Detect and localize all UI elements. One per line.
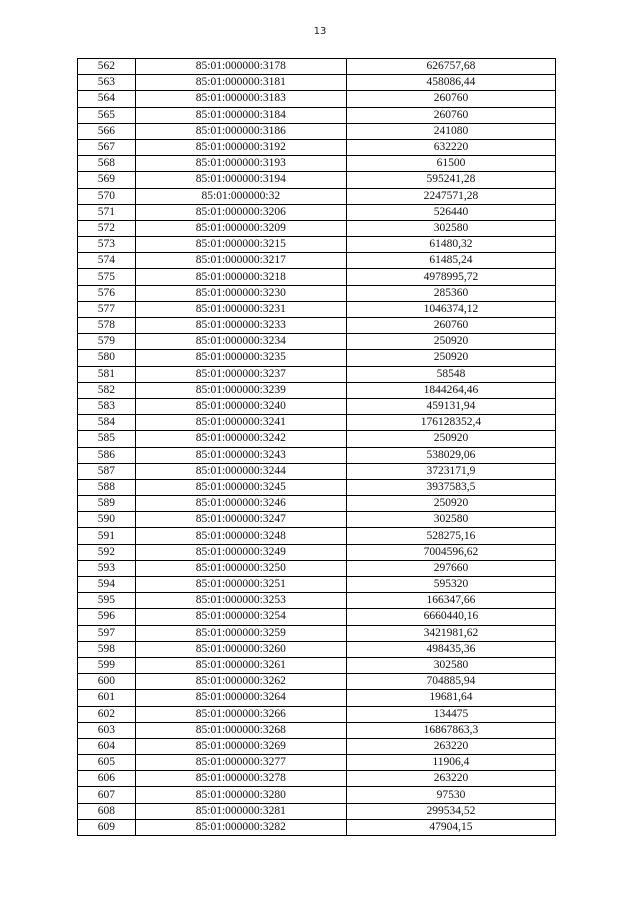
table-row bbox=[78, 285, 556, 301]
value-cell: 285360 bbox=[346, 285, 555, 301]
cadastral-number-cell: 85:01:000000:3237 bbox=[135, 366, 346, 382]
cadastral-number-cell: 85:01:000000:3206 bbox=[135, 204, 346, 220]
table-row bbox=[78, 398, 556, 414]
row-number-cell: 581 bbox=[78, 366, 136, 382]
table-row bbox=[78, 253, 556, 269]
value-cell: 263220 bbox=[346, 738, 555, 754]
table-row bbox=[78, 641, 556, 657]
row-number-cell: 598 bbox=[78, 641, 136, 657]
table-row bbox=[78, 674, 556, 690]
value-cell: 595320 bbox=[346, 577, 555, 593]
row-number-cell: 599 bbox=[78, 657, 136, 673]
table-row bbox=[78, 301, 556, 317]
table-row bbox=[78, 512, 556, 528]
value-cell: 47904,15 bbox=[346, 819, 555, 835]
row-number-cell: 564 bbox=[78, 91, 136, 107]
table-row bbox=[78, 706, 556, 722]
cadastral-number-cell: 85:01:000000:3192 bbox=[135, 139, 346, 155]
cadastral-number-cell: 85:01:000000:3264 bbox=[135, 690, 346, 706]
row-number-cell: 605 bbox=[78, 755, 136, 771]
value-cell: 528275,16 bbox=[346, 528, 555, 544]
cadastral-number-cell: 85:01:000000:3245 bbox=[135, 479, 346, 495]
table-row bbox=[78, 220, 556, 236]
table-body bbox=[78, 59, 556, 836]
table-row bbox=[78, 803, 556, 819]
cadastral-number-cell: 85:01:000000:3217 bbox=[135, 253, 346, 269]
cadastral-number-cell: 85:01:000000:3233 bbox=[135, 318, 346, 334]
row-number-cell: 573 bbox=[78, 237, 136, 253]
value-cell: 263220 bbox=[346, 771, 555, 787]
value-cell: 58548 bbox=[346, 366, 555, 382]
value-cell: 61500 bbox=[346, 156, 555, 172]
row-number-cell: 597 bbox=[78, 625, 136, 641]
row-number-cell: 591 bbox=[78, 528, 136, 544]
row-number-cell: 582 bbox=[78, 382, 136, 398]
row-number-cell: 587 bbox=[78, 463, 136, 479]
value-cell: 3937583,5 bbox=[346, 479, 555, 495]
row-number-cell: 608 bbox=[78, 803, 136, 819]
cadastral-number-cell: 85:01:000000:3250 bbox=[135, 560, 346, 576]
table-row bbox=[78, 431, 556, 447]
value-cell: 260760 bbox=[346, 91, 555, 107]
cadastral-number-cell: 85:01:000000:3259 bbox=[135, 625, 346, 641]
table-row bbox=[78, 59, 556, 75]
value-cell: 250920 bbox=[346, 334, 555, 350]
cadastral-number-cell: 85:01:000000:3262 bbox=[135, 674, 346, 690]
value-cell: 166347,66 bbox=[346, 593, 555, 609]
row-number-cell: 596 bbox=[78, 609, 136, 625]
row-number-cell: 574 bbox=[78, 253, 136, 269]
row-number-cell: 563 bbox=[78, 75, 136, 91]
value-cell: 250920 bbox=[346, 350, 555, 366]
row-number-cell: 568 bbox=[78, 156, 136, 172]
table-row bbox=[78, 609, 556, 625]
row-number-cell: 566 bbox=[78, 123, 136, 139]
table-row bbox=[78, 204, 556, 220]
value-cell: 16867863,3 bbox=[346, 722, 555, 738]
row-number-cell: 577 bbox=[78, 301, 136, 317]
cadastral-number-cell: 85:01:000000:3261 bbox=[135, 657, 346, 673]
value-cell: 19681,64 bbox=[346, 690, 555, 706]
cadastral-number-cell: 85:01:000000:3230 bbox=[135, 285, 346, 301]
cadastral-number-cell: 85:01:000000:3266 bbox=[135, 706, 346, 722]
row-number-cell: 580 bbox=[78, 350, 136, 366]
table-row bbox=[78, 787, 556, 803]
table-row bbox=[78, 593, 556, 609]
cadastral-number-cell: 85:01:000000:3193 bbox=[135, 156, 346, 172]
value-cell: 250920 bbox=[346, 431, 555, 447]
value-cell: 97530 bbox=[346, 787, 555, 803]
cadastral-number-cell: 85:01:000000:3231 bbox=[135, 301, 346, 317]
cadastral-number-cell: 85:01:000000:3268 bbox=[135, 722, 346, 738]
value-cell: 299534,52 bbox=[346, 803, 555, 819]
table-row bbox=[78, 334, 556, 350]
cadastral-number-cell: 85:01:000000:3253 bbox=[135, 593, 346, 609]
row-number-cell: 570 bbox=[78, 188, 136, 204]
table-row bbox=[78, 496, 556, 512]
table-row bbox=[78, 415, 556, 431]
table-row bbox=[78, 107, 556, 123]
value-cell: 1844264,46 bbox=[346, 382, 555, 398]
cadastral-number-cell: 85:01:000000:3243 bbox=[135, 447, 346, 463]
value-cell: 498435,36 bbox=[346, 641, 555, 657]
cadastral-number-cell: 85:01:000000:3218 bbox=[135, 269, 346, 285]
row-number-cell: 593 bbox=[78, 560, 136, 576]
row-number-cell: 590 bbox=[78, 512, 136, 528]
value-cell: 632220 bbox=[346, 139, 555, 155]
table-row bbox=[78, 544, 556, 560]
cadastral-number-cell: 85:01:000000:32 bbox=[135, 188, 346, 204]
row-number-cell: 565 bbox=[78, 107, 136, 123]
value-cell: 1046374,12 bbox=[346, 301, 555, 317]
row-number-cell: 607 bbox=[78, 787, 136, 803]
value-cell: 61480,32 bbox=[346, 237, 555, 253]
value-cell: 297660 bbox=[346, 560, 555, 576]
cadastral-number-cell: 85:01:000000:3277 bbox=[135, 755, 346, 771]
row-number-cell: 575 bbox=[78, 269, 136, 285]
value-cell: 2247571,28 bbox=[346, 188, 555, 204]
table-row bbox=[78, 560, 556, 576]
row-number-cell: 588 bbox=[78, 479, 136, 495]
row-number-cell: 586 bbox=[78, 447, 136, 463]
table-row bbox=[78, 156, 556, 172]
value-cell: 704885,94 bbox=[346, 674, 555, 690]
cadastral-number-cell: 85:01:000000:3246 bbox=[135, 496, 346, 512]
cadastral-number-cell: 85:01:000000:3244 bbox=[135, 463, 346, 479]
table-row bbox=[78, 577, 556, 593]
table-row bbox=[78, 463, 556, 479]
cadastral-number-cell: 85:01:000000:3249 bbox=[135, 544, 346, 560]
value-cell: 4978995,72 bbox=[346, 269, 555, 285]
cadastral-number-cell: 85:01:000000:3209 bbox=[135, 220, 346, 236]
value-cell: 302580 bbox=[346, 512, 555, 528]
cadastral-number-cell: 85:01:000000:3282 bbox=[135, 819, 346, 835]
table-row bbox=[78, 819, 556, 835]
page-number: 13 bbox=[313, 26, 327, 37]
cadastral-number-cell: 85:01:000000:3181 bbox=[135, 75, 346, 91]
value-cell: 595241,28 bbox=[346, 172, 555, 188]
row-number-cell: 589 bbox=[78, 496, 136, 512]
cadastral-number-cell: 85:01:000000:3240 bbox=[135, 398, 346, 414]
cadastral-number-cell: 85:01:000000:3281 bbox=[135, 803, 346, 819]
row-number-cell: 604 bbox=[78, 738, 136, 754]
value-cell: 3421981,62 bbox=[346, 625, 555, 641]
value-cell: 134475 bbox=[346, 706, 555, 722]
table-row bbox=[78, 237, 556, 253]
cadastral-number-cell: 85:01:000000:3280 bbox=[135, 787, 346, 803]
value-cell: 11906,4 bbox=[346, 755, 555, 771]
cadastral-number-cell: 85:01:000000:3269 bbox=[135, 738, 346, 754]
table-row bbox=[78, 722, 556, 738]
value-cell: 241080 bbox=[346, 123, 555, 139]
value-cell: 626757,68 bbox=[346, 59, 555, 75]
value-cell: 538029,06 bbox=[346, 447, 555, 463]
row-number-cell: 569 bbox=[78, 172, 136, 188]
table-row bbox=[78, 139, 556, 155]
value-cell: 250920 bbox=[346, 496, 555, 512]
row-number-cell: 578 bbox=[78, 318, 136, 334]
cadastral-value-table bbox=[77, 58, 556, 836]
cadastral-number-cell: 85:01:000000:3248 bbox=[135, 528, 346, 544]
row-number-cell: 600 bbox=[78, 674, 136, 690]
row-number-cell: 606 bbox=[78, 771, 136, 787]
cadastral-number-cell: 85:01:000000:3178 bbox=[135, 59, 346, 75]
table-row bbox=[78, 350, 556, 366]
table-row bbox=[78, 188, 556, 204]
row-number-cell: 583 bbox=[78, 398, 136, 414]
cadastral-number-cell: 85:01:000000:3235 bbox=[135, 350, 346, 366]
table-row bbox=[78, 479, 556, 495]
value-cell: 176128352,4 bbox=[346, 415, 555, 431]
table-row bbox=[78, 755, 556, 771]
cadastral-number-cell: 85:01:000000:3278 bbox=[135, 771, 346, 787]
value-cell: 302580 bbox=[346, 220, 555, 236]
row-number-cell: 584 bbox=[78, 415, 136, 431]
cadastral-number-cell: 85:01:000000:3194 bbox=[135, 172, 346, 188]
table-row bbox=[78, 690, 556, 706]
row-number-cell: 579 bbox=[78, 334, 136, 350]
value-cell: 526440 bbox=[346, 204, 555, 220]
row-number-cell: 562 bbox=[78, 59, 136, 75]
table-row bbox=[78, 75, 556, 91]
table-row bbox=[78, 625, 556, 641]
cadastral-number-cell: 85:01:000000:3239 bbox=[135, 382, 346, 398]
row-number-cell: 595 bbox=[78, 593, 136, 609]
value-cell: 458086,44 bbox=[346, 75, 555, 91]
row-number-cell: 602 bbox=[78, 706, 136, 722]
value-cell: 6660440,16 bbox=[346, 609, 555, 625]
cadastral-number-cell: 85:01:000000:3186 bbox=[135, 123, 346, 139]
table-row bbox=[78, 771, 556, 787]
table-row bbox=[78, 318, 556, 334]
row-number-cell: 603 bbox=[78, 722, 136, 738]
value-cell: 260760 bbox=[346, 107, 555, 123]
row-number-cell: 576 bbox=[78, 285, 136, 301]
row-number-cell: 609 bbox=[78, 819, 136, 835]
table-row bbox=[78, 382, 556, 398]
row-number-cell: 585 bbox=[78, 431, 136, 447]
cadastral-number-cell: 85:01:000000:3251 bbox=[135, 577, 346, 593]
value-cell: 61485,24 bbox=[346, 253, 555, 269]
cadastral-number-cell: 85:01:000000:3254 bbox=[135, 609, 346, 625]
table-row bbox=[78, 269, 556, 285]
cadastral-number-cell: 85:01:000000:3184 bbox=[135, 107, 346, 123]
table-row bbox=[78, 172, 556, 188]
row-number-cell: 572 bbox=[78, 220, 136, 236]
row-number-cell: 567 bbox=[78, 139, 136, 155]
table-row bbox=[78, 447, 556, 463]
value-cell: 7004596,62 bbox=[346, 544, 555, 560]
row-number-cell: 571 bbox=[78, 204, 136, 220]
value-cell: 302580 bbox=[346, 657, 555, 673]
value-cell: 459131,94 bbox=[346, 398, 555, 414]
value-cell: 260760 bbox=[346, 318, 555, 334]
cadastral-number-cell: 85:01:000000:3215 bbox=[135, 237, 346, 253]
cadastral-number-cell: 85:01:000000:3234 bbox=[135, 334, 346, 350]
cadastral-number-cell: 85:01:000000:3260 bbox=[135, 641, 346, 657]
row-number-cell: 594 bbox=[78, 577, 136, 593]
row-number-cell: 592 bbox=[78, 544, 136, 560]
table-row bbox=[78, 366, 556, 382]
value-cell: 3723171,9 bbox=[346, 463, 555, 479]
table-row bbox=[78, 657, 556, 673]
table-row bbox=[78, 738, 556, 754]
cadastral-number-cell: 85:01:000000:3241 bbox=[135, 415, 346, 431]
row-number-cell: 601 bbox=[78, 690, 136, 706]
cadastral-number-cell: 85:01:000000:3242 bbox=[135, 431, 346, 447]
cadastral-number-cell: 85:01:000000:3247 bbox=[135, 512, 346, 528]
table-row bbox=[78, 528, 556, 544]
table-row bbox=[78, 91, 556, 107]
table-row bbox=[78, 123, 556, 139]
cadastral-number-cell: 85:01:000000:3183 bbox=[135, 91, 346, 107]
